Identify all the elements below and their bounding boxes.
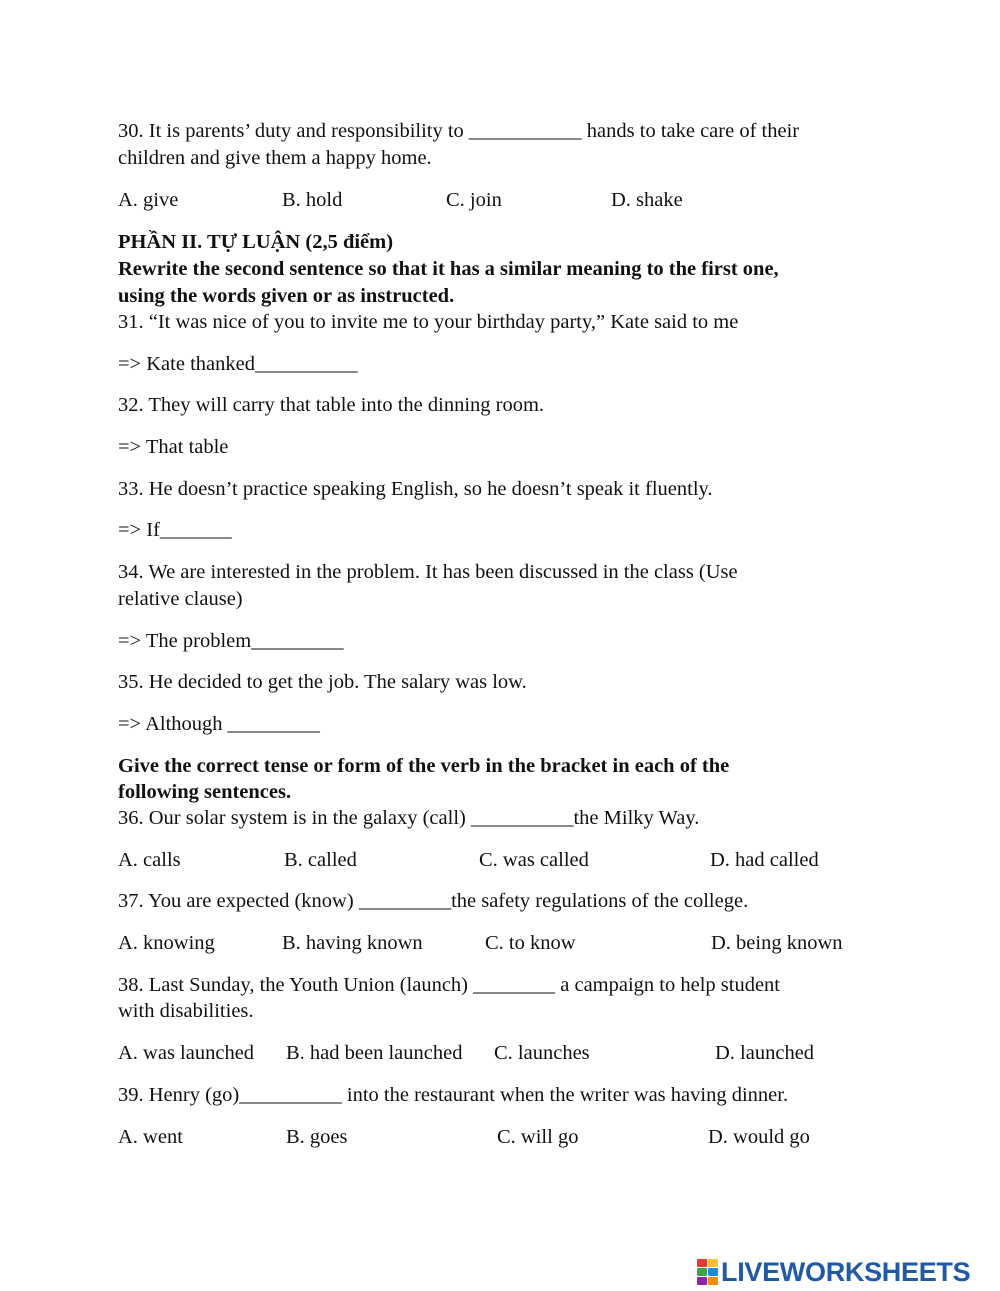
q30-text-line1: 30. It is parents’ duty and responsibility to ___________ hands to take care of their (118, 120, 800, 142)
logo-mark-icon (697, 1259, 718, 1285)
q38-question-line1: 38. Last Sunday, the Youth Union (launch) ________ a campaign to help student (118, 974, 780, 996)
q36-option-d: D. had called (710, 849, 819, 871)
part2-instruction-line2: using the words given or as instructed. (118, 285, 455, 307)
q37-option-a: A. knowing (118, 932, 215, 954)
logo-text: LIVEWORKSHEETS (721, 1256, 971, 1287)
q31-question: 31. “It was nice of you to invite me to your birthday party,” Kate said to me (118, 311, 739, 333)
q39-option-c: C. will go (497, 1126, 579, 1148)
q32-question: 32. They will carry that table into the dinning room. (118, 394, 545, 416)
q30-text-line2: children and give them a happy home. (118, 147, 432, 169)
logo-square-icon (708, 1259, 718, 1267)
q38-option-a: A. was launched (118, 1042, 255, 1064)
q39-option-b: B. goes (286, 1126, 348, 1148)
q36-option-a: A. calls (118, 849, 181, 871)
q36-option-b: B. called (284, 849, 357, 871)
q34-answer: => The problem_________ (118, 630, 344, 652)
q32-answer: => That table (118, 436, 229, 458)
logo-square-icon (697, 1259, 707, 1267)
q30-option-c: C. join (446, 189, 502, 211)
q30-option-d: D. shake (611, 189, 683, 211)
q39-option-a: A. went (118, 1126, 183, 1148)
q35-answer: => Although _________ (118, 713, 320, 735)
logo-square-icon (697, 1268, 707, 1276)
q37-option-b: B. having known (282, 932, 423, 954)
q38-option-d: D. launched (715, 1042, 815, 1064)
q37-option-d: D. being known (711, 932, 843, 954)
verbs-instruction-line2: following sentences. (118, 781, 292, 803)
q38-option-b: B. had been launched (286, 1042, 463, 1064)
verbs-instruction-line1: Give the correct tense or form of the verb in the bracket in each of the (118, 755, 730, 777)
part2-heading: PHẦN II. TỰ LUẬN (2,5 điểm) (118, 231, 394, 253)
q34-question-line2: relative clause) (118, 588, 243, 610)
q38-option-c: C. launches (494, 1042, 590, 1064)
q39-option-d: D. would go (708, 1126, 810, 1148)
q37-option-c: C. to know (485, 932, 576, 954)
logo-square-icon (708, 1277, 718, 1285)
part2-instruction-line1: Rewrite the second sentence so that it has a similar meaning to the first one, (118, 258, 779, 280)
q31-answer: => Kate thanked__________ (118, 353, 358, 375)
q39-question: 39. Henry (go)__________ into the restaurant when the writer was having dinner. (118, 1084, 789, 1106)
q37-question: 37. You are expected (know) _________the safety regulations of the college. (118, 890, 749, 912)
q36-question: 36. Our solar system is in the galaxy (call) __________the Milky Way. (118, 807, 700, 829)
q34-question-line1: 34. We are interested in the problem. It has been discussed in the class (Use (118, 561, 738, 583)
logo-square-icon (708, 1268, 718, 1276)
liveworksheets-logo[interactable] (697, 1255, 970, 1289)
q35-question: 35. He decided to get the job. The salary was low. (118, 671, 527, 693)
q30-option-a: A. give (118, 189, 179, 211)
q38-question-line2: with disabilities. (118, 1000, 254, 1022)
q30-option-b: B. hold (282, 189, 343, 211)
q36-option-c: C. was called (479, 849, 589, 871)
q33-question: 33. He doesn’t practice speaking English, so he doesn’t speak it fluently. (118, 478, 713, 500)
q33-answer: => If_______ (118, 519, 232, 541)
logo-square-icon (697, 1277, 707, 1285)
